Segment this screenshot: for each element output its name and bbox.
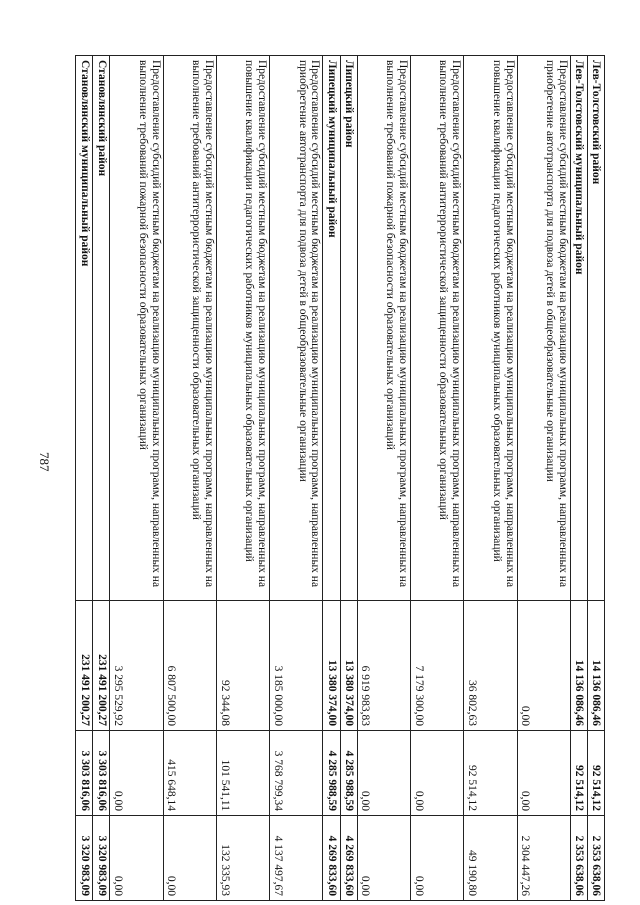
row-total-cell: 3 185 000,00 bbox=[270, 601, 323, 731]
row-federal-cell: 4 285 988,59 bbox=[340, 731, 357, 816]
row-regional-cell: 4 269 833,60 bbox=[323, 816, 340, 901]
rotated-table-container bbox=[75, 55, 605, 900]
row-federal-cell: 101 541,11 bbox=[216, 731, 269, 816]
row-name-cell: Предоставление субсидий местным бюджетам на реализацию муниципальных программ, направленных на выполнение требований пожарной безопасности образовательных организаций bbox=[110, 56, 163, 601]
table-row-district bbox=[76, 56, 93, 901]
table-row-subsidy bbox=[464, 56, 517, 901]
row-total-cell: 92 344,08 bbox=[216, 601, 269, 731]
row-regional-cell: 2 304 447,26 bbox=[517, 816, 570, 901]
row-federal-cell: 92 514,12 bbox=[570, 731, 587, 816]
row-total-cell: 0,00 bbox=[517, 601, 570, 731]
table-row-subsidy bbox=[270, 56, 323, 901]
row-total-cell: 3 295 529,92 bbox=[110, 601, 163, 731]
row-federal-cell: 92 514,12 bbox=[464, 731, 517, 816]
row-name-cell: Лев-Толстовский район bbox=[587, 56, 604, 601]
row-name-cell: Предоставление субсидий местным бюджетам на реализацию муниципальных программ, направленных на повышение квалификации педагогических работников муниципальных образовательных организаций bbox=[464, 56, 517, 601]
row-regional-cell: 0,00 bbox=[163, 816, 216, 901]
row-regional-cell: 0,00 bbox=[357, 816, 410, 901]
row-total-cell: 231 491 200,27 bbox=[76, 601, 93, 731]
row-federal-cell: 3 303 816,06 bbox=[76, 731, 93, 816]
row-total-cell: 36 802,63 bbox=[464, 601, 517, 731]
budget-table bbox=[75, 55, 605, 901]
row-regional-cell: 0,00 bbox=[410, 816, 463, 901]
row-federal-cell: 0,00 bbox=[357, 731, 410, 816]
row-total-cell: 6 807 500,00 bbox=[163, 601, 216, 731]
row-name-cell: Предоставление субсидий местным бюджетам на реализацию муниципальных программ, направленных на выполнение требований антитеррористической защищенности образовательных организаций bbox=[163, 56, 216, 601]
row-federal-cell: 3 303 816,06 bbox=[93, 731, 110, 816]
row-federal-cell: 0,00 bbox=[517, 731, 570, 816]
row-regional-cell: 49 190,80 bbox=[464, 816, 517, 901]
row-regional-cell: 2 353 638,06 bbox=[587, 816, 604, 901]
row-federal-cell: 92 514,12 bbox=[587, 731, 604, 816]
row-total-cell: 6 919 983,83 bbox=[357, 601, 410, 731]
row-name-cell: Предоставление субсидий местным бюджетам на реализацию муниципальных программ, направленных на выполнение требований пожарной безопасности образовательных организаций bbox=[357, 56, 410, 601]
row-total-cell: 13 380 374,00 bbox=[323, 601, 340, 731]
row-name-cell: Липецкий муниципальный район bbox=[323, 56, 340, 601]
row-regional-cell: 4 137 497,67 bbox=[270, 816, 323, 901]
table-row-district bbox=[570, 56, 587, 901]
row-regional-cell: 132 335,93 bbox=[216, 816, 269, 901]
row-total-cell: 13 380 374,00 bbox=[340, 601, 357, 731]
row-federal-cell: 0,00 bbox=[410, 731, 463, 816]
table-row-subsidy bbox=[216, 56, 269, 901]
row-total-cell: 7 179 300,00 bbox=[410, 601, 463, 731]
table-row-subsidy bbox=[163, 56, 216, 901]
row-total-cell: 14 136 086,46 bbox=[570, 601, 587, 731]
row-name-cell: Предоставление субсидий местным бюджетам на реализацию муниципальных программ, направленных на повышение квалификации педагогических работников муниципальных образовательных организаций bbox=[216, 56, 269, 601]
row-federal-cell: 4 285 988,59 bbox=[323, 731, 340, 816]
page-number: 787 bbox=[37, 452, 52, 472]
row-name-cell: Предоставление субсидий местным бюджетам на реализацию муниципальных программ, направленных на приобретение автотранспорта для подвоза детей в общеобразовательные организации bbox=[270, 56, 323, 601]
table-row-district bbox=[93, 56, 110, 901]
row-federal-cell: 415 648,14 bbox=[163, 731, 216, 816]
row-regional-cell: 2 353 638,06 bbox=[570, 816, 587, 901]
row-name-cell: Липецкий район bbox=[340, 56, 357, 601]
table-row-subsidy bbox=[357, 56, 410, 901]
budget-table-body bbox=[76, 56, 605, 901]
row-total-cell: 231 491 200,27 bbox=[93, 601, 110, 731]
row-regional-cell: 3 320 983,09 bbox=[93, 816, 110, 901]
row-total-cell: 14 136 086,46 bbox=[587, 601, 604, 731]
row-name-cell: Становлянский район bbox=[93, 56, 110, 601]
row-name-cell: Предоставление субсидий местным бюджетам на реализацию муниципальных программ, направленных на приобретение автотранспорта для подвоза детей в общеобразовательные организации bbox=[517, 56, 570, 601]
table-row-district bbox=[340, 56, 357, 901]
table-row-subsidy bbox=[517, 56, 570, 901]
row-name-cell: Предоставление субсидий местным бюджетам на реализацию муниципальных программ, направленных на выполнение требований антитеррористической защищенности образовательных организаций bbox=[410, 56, 463, 601]
row-federal-cell: 3 768 799,34 bbox=[270, 731, 323, 816]
table-row-district bbox=[587, 56, 604, 901]
row-federal-cell: 0,00 bbox=[110, 731, 163, 816]
table-row-district bbox=[323, 56, 340, 901]
row-regional-cell: 3 320 983,09 bbox=[76, 816, 93, 901]
row-regional-cell: 0,00 bbox=[110, 816, 163, 901]
row-name-cell: Лев-Толстовский муниципальный район bbox=[570, 56, 587, 601]
table-row-subsidy bbox=[110, 56, 163, 901]
row-name-cell: Становлянский муниципальный район bbox=[76, 56, 93, 601]
table-row-subsidy bbox=[410, 56, 463, 901]
row-regional-cell: 4 269 833,60 bbox=[340, 816, 357, 901]
